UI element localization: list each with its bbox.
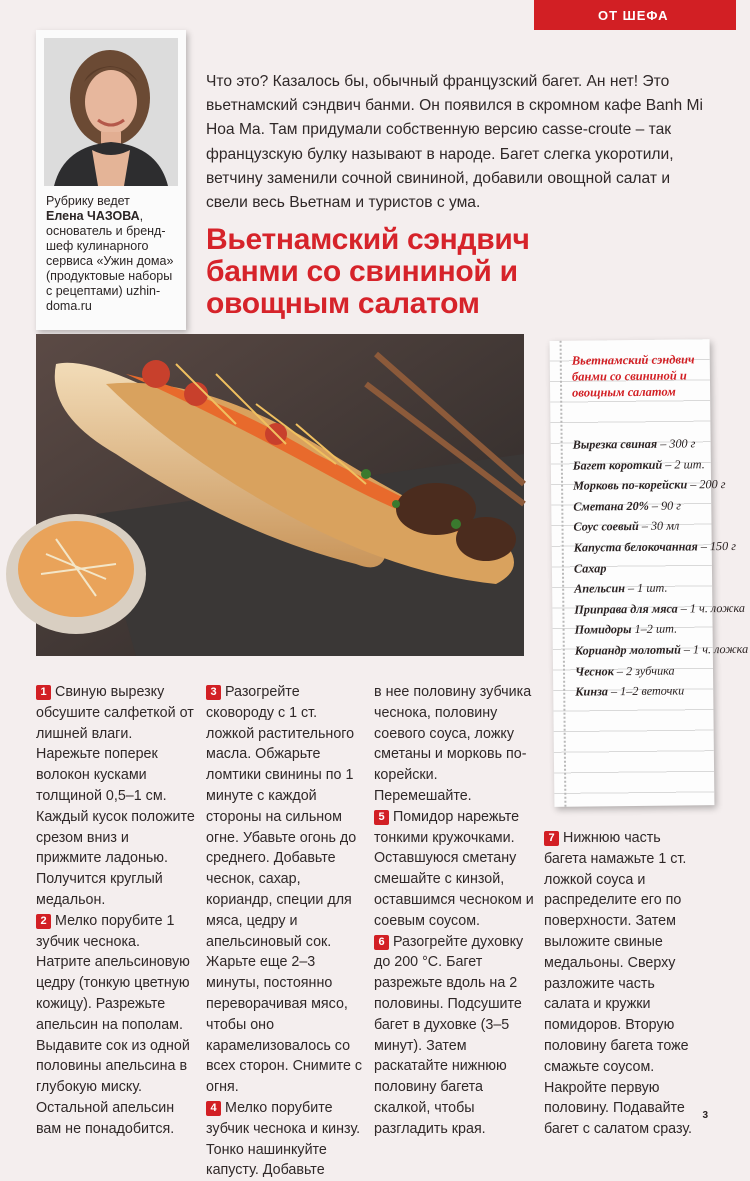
ingredient-amount: – 200 г xyxy=(690,477,726,492)
steps-column-4 xyxy=(544,828,704,1140)
ingredient-name: Сахар xyxy=(573,560,607,576)
step-text: Разогрейте сковороду с 1 ст. ложкой растительного масла. Обжарьте ломтики свинины по 1 минуте с каждой стороны на сильном огне. Убавьте огонь до среднего. Добавьте чеснок, сахар, кориандр, специи для мяса, цедру и апельсиновый сок. Жарьте еще 2–3 минуты, постоянно переворачивая мясо, чтобы оно карамелизовалось со всех сторон. Снимите с огня. xyxy=(206,684,363,1096)
ingredient-amount: 1–2 шт. xyxy=(634,621,678,637)
step-number: 1 xyxy=(36,685,51,700)
ingredients-list xyxy=(572,433,749,702)
step-text: Нижнюю часть багета намажьте 1 ст. ложкой соуса и распределите его по поверхности. Затем выложите свиные медальоны. Сверху разложите часть салата и кружки помидоров. Вторую половину багета тоже смажьте соусом. Накройте первую половину. Подавайте багет с салатом сразу. xyxy=(544,830,693,1138)
step-6 xyxy=(374,932,534,1140)
ingredient-name: Кинза xyxy=(575,684,608,699)
step-number: 6 xyxy=(374,935,389,950)
ingredient-item xyxy=(574,639,749,661)
ingredient-item xyxy=(573,536,737,558)
ingredient-amount: – 150 г xyxy=(700,538,737,554)
ingredient-amount: – 2 зубчика xyxy=(616,663,675,678)
ingredient-amount: – 1 ч. ложка xyxy=(683,641,749,657)
ingredient-item xyxy=(573,516,703,538)
banh-mi-photo-image xyxy=(36,334,524,656)
ingredient-amount: – 1 ч. ложка xyxy=(680,600,746,616)
step-number: 2 xyxy=(36,914,51,929)
author-caption-pre: Рубрику ведет xyxy=(46,194,130,208)
recipe-title: Вьетнамский сэндвич банми со свининой и овощным салатом xyxy=(206,223,530,320)
ingredient-item xyxy=(574,577,704,599)
section-tag xyxy=(534,0,736,30)
step-5 xyxy=(374,807,534,932)
ingredient-name: Капуста белокочанная xyxy=(573,539,698,555)
author-caption-post: , основатель и бренд-шеф кулинарного сервиса «Ужин дома» (продуктовые наборы с рецептами) uzhin-doma.ru xyxy=(46,209,174,313)
ingredient-amount: – 1–2 веточки xyxy=(610,683,685,699)
steps-column-2 xyxy=(206,682,366,1181)
ingredient-item xyxy=(574,557,704,579)
ingredient-name: Багет короткий xyxy=(572,457,663,473)
step-number: 3 xyxy=(206,685,221,700)
ingredient-item xyxy=(574,598,746,620)
ingredient-name: Кориандр молотый xyxy=(574,642,681,658)
author-name: Елена ЧАЗОВА xyxy=(46,209,140,223)
ingredient-amount: – 30 мл xyxy=(641,518,680,534)
ingredient-name: Апельсин xyxy=(574,581,626,596)
ingredient-name: Морковь по-корейски xyxy=(573,477,688,493)
step-text: Мелко порубите зубчик чеснока и кинзу. Тонко нашинкуйте капусту. Добавьте xyxy=(206,1099,361,1179)
ingredient-amount: – 1 шт. xyxy=(627,580,668,596)
step-1 xyxy=(36,682,196,911)
step-4 xyxy=(206,1098,366,1181)
step-number: 7 xyxy=(544,831,559,846)
step-number: 4 xyxy=(206,1101,221,1116)
ingredient-amount: – 2 шт. xyxy=(665,456,705,472)
step-4-continued xyxy=(374,682,534,807)
ingredient-name: Помидоры xyxy=(574,622,632,637)
author-card xyxy=(36,30,186,330)
step-text: Помидор нарежьте тонкими кружочками. Оставшуюся сметану смешайте с кинзой, оставшимся чесноком и соевым соусом. xyxy=(374,808,534,929)
step-3 xyxy=(206,682,366,1098)
ingredients-title: Вьетнамский сэндвич банми со свининой и овощным салатом xyxy=(571,352,695,400)
ingredient-item xyxy=(575,660,705,682)
ingredient-item xyxy=(575,680,705,702)
ingredient-item xyxy=(573,433,703,455)
step-text: в нее половину зубчика чеснока, половину соевого соуса, ложку сметаны и морковь по-корейски. Перемешайте. xyxy=(374,684,532,804)
author-photo xyxy=(44,38,178,186)
ingredient-amount: – 90 г xyxy=(651,498,682,513)
page-number: 3 xyxy=(702,1110,708,1121)
ingredient-name: Приправа для мяса xyxy=(574,601,678,617)
step-text: Разогрейте духовку до 200 °C. Багет разрежьте вдоль на 2 половины. Подсушите багет в духовке (3–5 минут). Затем раскатайте нижнюю половину багета скалкой, чтобы разгладить края. xyxy=(374,933,524,1137)
step-number: 5 xyxy=(374,810,389,825)
ingredients-card xyxy=(550,339,749,807)
author-portrait-image xyxy=(44,38,178,186)
ingredient-item xyxy=(574,619,704,641)
intro-paragraph: Что это? Казалось бы, обычный французский багет. Ан нет! Это вьетнамский сэндвич банми. Он появился в скромном кафе Banh Mi Hoa Ma. Там придумали собственную версию casse-croute – так французскую булку называют в народе. Багет слегка укоротили, ветчину заменили сочной свининой, добавили овощной салат и свели весь Вьетнам и туристов с ума. xyxy=(206,73,703,212)
step-2 xyxy=(36,911,196,1140)
ingredient-name: Соус соевый xyxy=(573,519,639,534)
step-7 xyxy=(544,828,704,1140)
ingredient-item xyxy=(573,495,703,517)
steps-column-1 xyxy=(36,682,196,1140)
steps-column-3 xyxy=(374,682,534,1140)
step-text: Мелко порубите 1 зубчик чеснока. Натрите апельсиновую цедру (тонкую цветную кожицу). Разрежьте апельсин на пополам. Выдавите сок из одной половины апельсина в глубокую миску. Остальной апельсин вам не понадобится. xyxy=(36,912,190,1137)
author-caption xyxy=(44,194,178,314)
ingredient-item xyxy=(573,474,726,496)
ingredient-name: Чеснок xyxy=(574,663,614,679)
ingredient-amount: – 300 г xyxy=(660,436,696,451)
section-tag-label: ОТ ШЕФА xyxy=(598,7,669,23)
ingredient-name: Вырезка свиная xyxy=(572,436,658,452)
ingredient-name: Сметана 20% xyxy=(573,498,649,514)
recipe-photo xyxy=(36,334,524,656)
step-text: Свиную вырезку обсушите салфеткой от лишней влаги. Нарежьте поперек волокон кусками толщиной 0,5–1 см. Каждый кусок положите срезом вниз и прижмите ладонью. Получится круглый медальон. xyxy=(36,684,195,908)
ingredient-item xyxy=(573,454,703,476)
